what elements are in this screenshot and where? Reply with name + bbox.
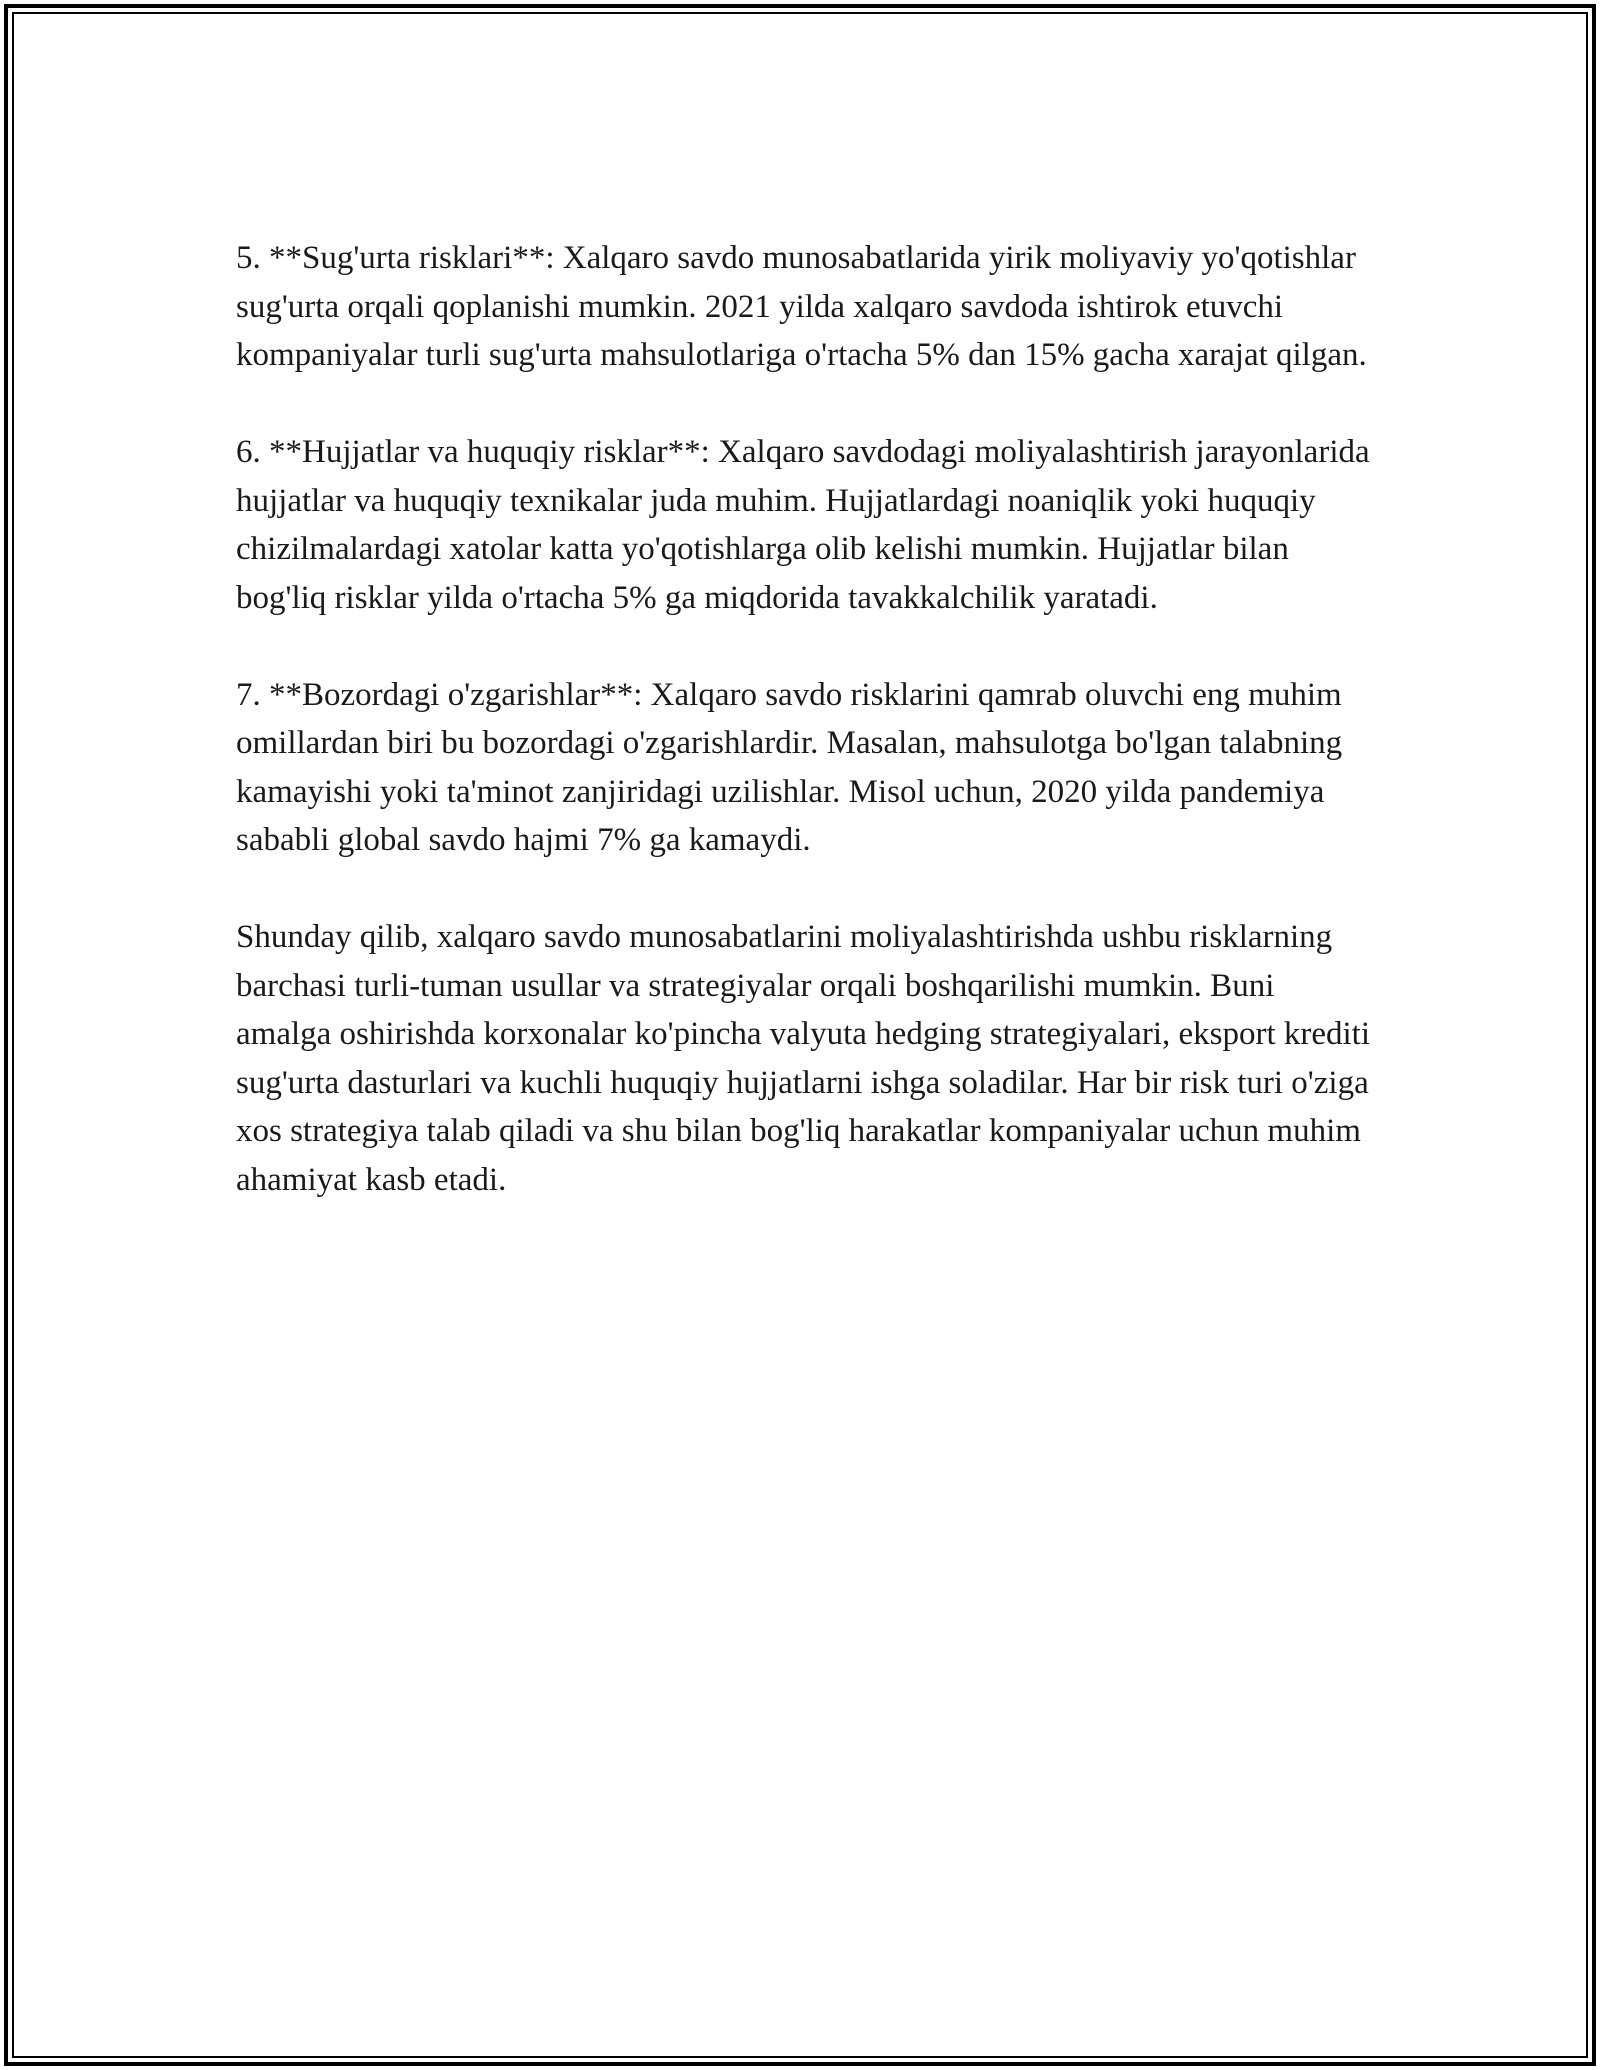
paragraph-insurance-risks: 5. **Sug'urta risklari**: Xalqaro savdo munosabatlarida yirik moliyaviy yo'qotishlar sug'urta orqali qoplanishi mumkin. 2021 yilda xalqaro savdoda ishtirok etuvchi kompaniyalar turli sug'urta mahsulotlariga o'rtacha 5% dan 15% gacha xarajat qilgan.	[236, 240, 1367, 373]
paragraph-legal-risks: 6. **Hujjatlar va huquqiy risklar**: Xalqaro savdodagi moliyalashtirish jarayonlarida hujjatlar va huquqiy texnikalar juda muhim. Hujjatlardagi noaniqlik yoki huquqiy chizilmalardagi xatolar katta yo'qotishlarga olib kelishi mumkin. Hujjatlar bilan bog'liq risklar yilda o'rtacha 5% ga miqdorida tavakkalchilik yaratadi.	[236, 434, 1370, 616]
document-body	[236, 234, 1371, 1253]
paragraph-market-changes: 7. **Bozordagi o'zgarishlar**: Xalqaro savdo risklarini qamrab oluvchi eng muhim omillardan biri bu bozordagi o'zgarishlardir. Masalan, mahsulotga bo'lgan talabning kamayishi yoki ta'minot zanjiridagi uzilishlar. Misol uchun, 2020 yilda pandemiya sababli global savdo hajmi 7% ga kamaydi.	[236, 676, 1343, 858]
paragraph-conclusion: Shunday qilib, xalqaro savdo munosabatlarini moliyalashtirishda ushbu risklarning barchasi turli-tuman usullar va strategiyalar orqali boshqarilishi mumkin. Buni amalga oshirishda korxonalar ko'pincha valyuta hedging strategiyalari, eksport krediti sug'urta dasturlari va kuchli huquqiy hujjatlarni ishga soladilar. Har bir risk turi o'ziga xos strategiya talab qiladi va shu bilan bog'liq harakatlar kompaniyalar uchun muhim ahamiyat kasb etadi.	[236, 919, 1371, 1198]
